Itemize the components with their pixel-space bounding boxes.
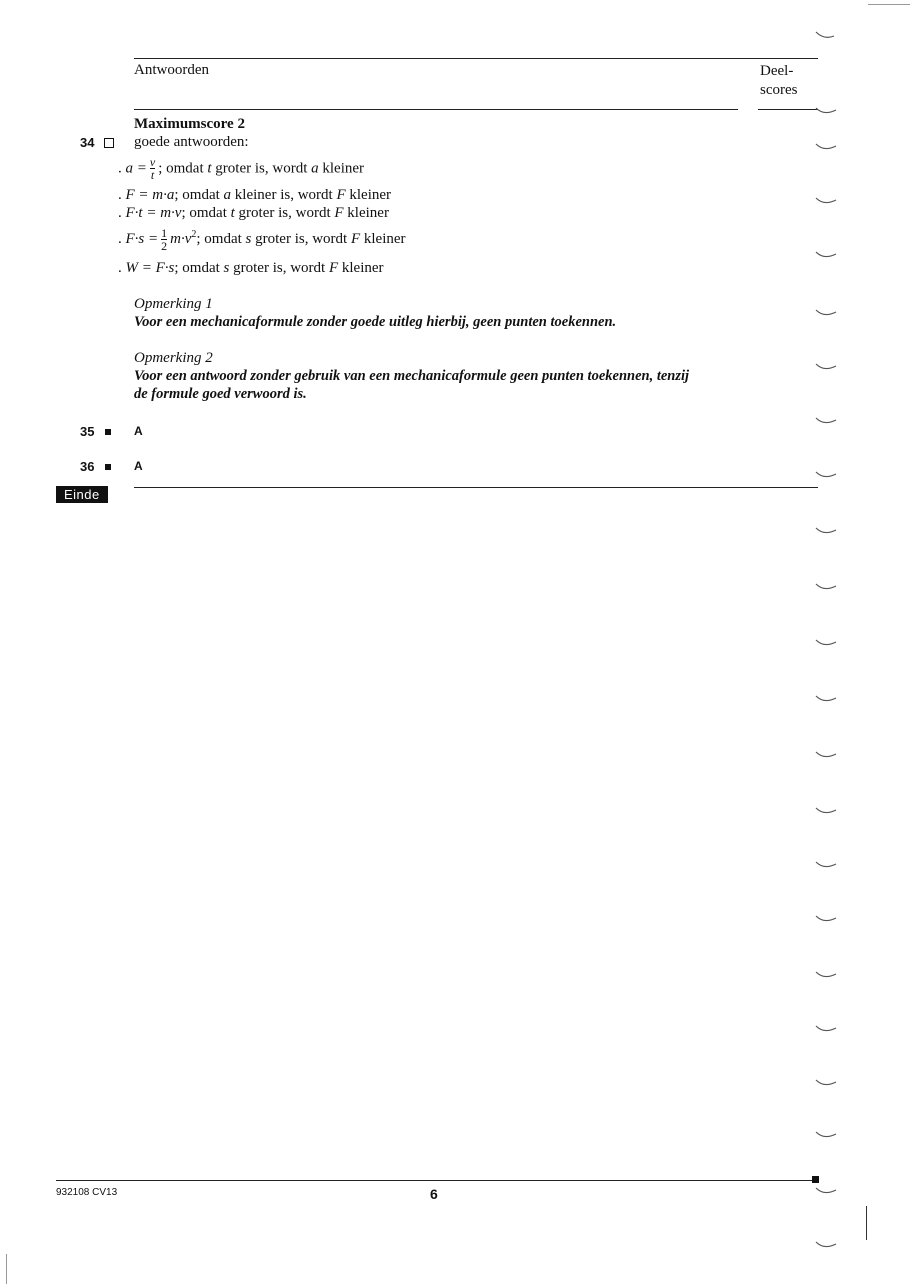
remark-1-text: Voor een mechanicaformule zonder goede uitleg hierbij, geen punten toekennen.	[134, 314, 617, 330]
remark-2-line1: Voor een antwoord zonder gebruik van een mechanicaformule geen punten toekennen, tenzij	[134, 368, 690, 384]
answer-bullet: . F·s = $\frac{1}{2}$ $m\cdot v^2$; omdat s groter is, wordt F kleiner	[118, 225, 406, 253]
question-35-answer: A	[134, 424, 143, 438]
remark-1-title: Opmerking 1	[134, 296, 213, 312]
answer-bullet: . a = $\frac{v}{t}$ ; omdat t groter is, wordt a kleiner	[118, 155, 365, 182]
scan-artifact-line	[866, 1206, 867, 1240]
footer-code: 932108 CV13	[56, 1187, 118, 1198]
closed-question-square-icon	[105, 429, 111, 435]
end-label: Einde	[56, 486, 108, 503]
fraction: $\frac{v}{t}$	[149, 155, 156, 182]
remark-2-line2: de formule goed verwoord is.	[134, 386, 307, 402]
question-36-answer: A	[134, 459, 143, 473]
intro-text: goede antwoorden:	[134, 134, 249, 150]
question-number: 35	[80, 424, 95, 439]
page-number: 6	[430, 1186, 438, 1202]
question-36-marker	[80, 458, 111, 476]
question-34-marker	[80, 134, 114, 152]
question-35-marker	[80, 423, 111, 441]
question-number: 36	[80, 459, 95, 474]
answer-bullet: . F·t = m·v; omdat t groter is, wordt F kleiner	[118, 205, 389, 221]
partial-scores-heading	[760, 62, 798, 100]
scan-artifact-line	[868, 4, 910, 5]
scan-artifact-line	[6, 1254, 7, 1284]
fraction: $\frac{1}{2}$	[161, 225, 168, 253]
binding-marks-decoration	[812, 20, 842, 1260]
answer-bullet: . F = m·a; omdat a kleiner is, wordt F kleiner	[118, 187, 392, 203]
max-score-label: Maximumscore 2	[134, 116, 245, 132]
partial-scores-line2: scores	[760, 82, 798, 98]
closed-question-square-icon	[105, 464, 111, 470]
answers-heading: Antwoorden	[134, 62, 209, 78]
partial-scores-line1: Deel-	[760, 63, 794, 79]
question-number: 34	[80, 135, 95, 150]
open-question-square-icon	[104, 138, 114, 148]
answer-bullet: . W = F·s; omdat s groter is, wordt F kleiner	[118, 260, 384, 276]
remark-2-title: Opmerking 2	[134, 350, 213, 366]
